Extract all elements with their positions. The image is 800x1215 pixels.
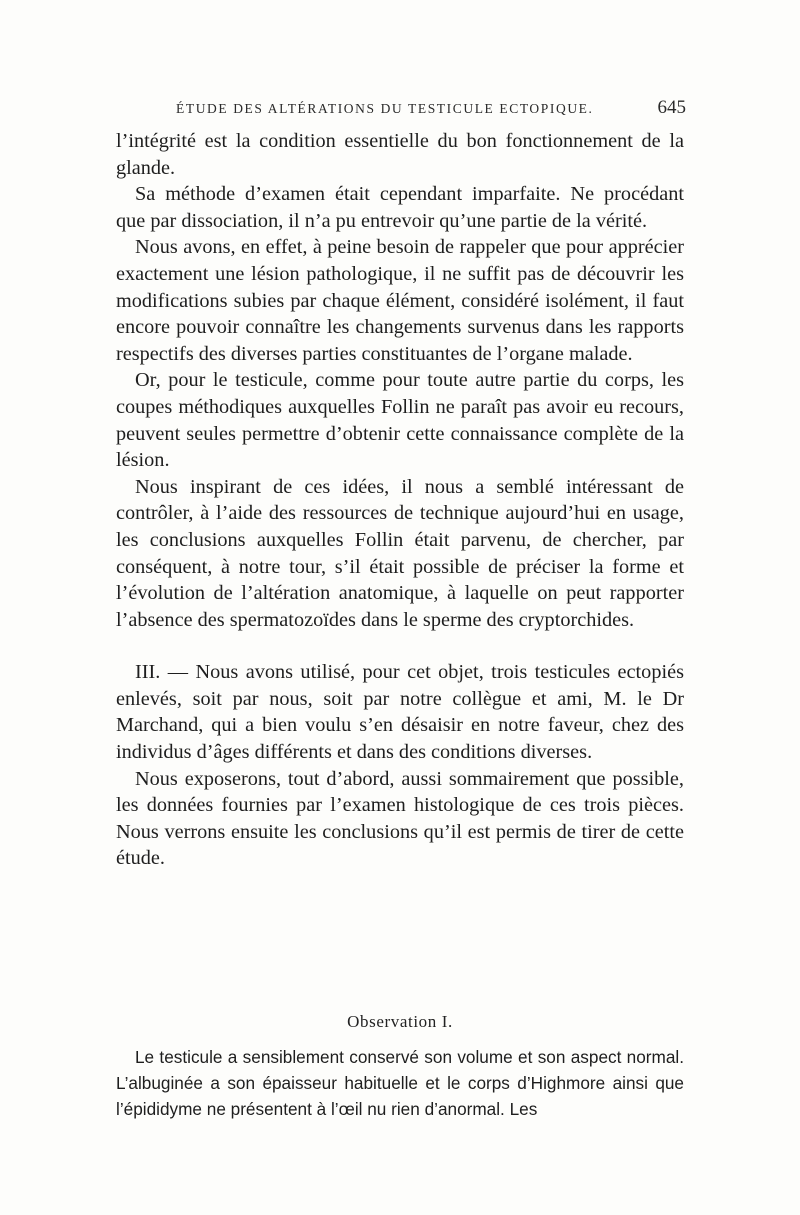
running-title: ÉTUDE DES ALTÉRATIONS DU TESTICULE ECTOPIQUE.	[176, 101, 594, 116]
paragraph-sections: Or, pour le testicule, comme pour toute autre partie du corps, les coupes méthodiques auxquelles Follin ne paraît pas avoir eu recours, peuvent seules permettre d’obtenir cette connaissance complète de la lésion.	[116, 369, 684, 472]
page-number: 645	[657, 97, 686, 118]
paragraph-ideas: Nous inspirant de ces idées, il nous a semblé intéressant de contrôler, à l’aide des ressources de technique aujourd’hui en usage, les conclusions auxquelles Follin était parvenu, de chercher, par conséquent, à notre tour, s’il était possible de préciser la forme et l’évolution de l’altération anatomique, à laquelle on peut rapporter l’absence des spermatozoïdes dans le sperme des cryptorchides.	[116, 475, 684, 631]
observation-heading: Observation I.	[347, 1012, 453, 1031]
paragraph-lesion: Nous avons, en effet, à peine besoin de rappeler que pour apprécier exactement une lésion pathologique, il ne suffit pas de découvrir les modifications subies par chaque élément, considéré isolément, il faut encore pouvoir connaître les changements survenus dans les rapports respectifs des diverses parties constituantes de l’organe malade.	[116, 236, 684, 365]
paragraph-continuation: l’intégrité est la condition essentielle du bon fonctionnement de la glande.	[116, 130, 684, 179]
paragraph-method: Sa méthode d’examen était cependant imparfaite. Ne procédant que par dissociation, il n’a pu entrevoir qu’une partie de la vérité.	[116, 183, 684, 232]
observation-paragraph: Le testicule a sensiblement conservé son volume et son aspect normal. L’albuginée a son épaisseur habituelle et le corps d’Highmore ainsi que l’épididyme ne présentent à l’œil nu rien d’anormal. Les	[116, 1047, 684, 1119]
body-text	[116, 128, 684, 872]
running-head	[116, 97, 686, 121]
paragraph-section-three: III. — Nous avons utilisé, pour cet objet, trois testicules ectopiés enlevés, soit par nous, soit par notre collègue et ami, M. le Dr Marchand, qui a bien voulu s’en désaisir en notre faveur, chez des individus d’âges différents et dans des conditions diverses.	[116, 661, 684, 764]
section-gap	[116, 633, 684, 659]
observation-text	[116, 1044, 684, 1122]
paragraph-exposition: Nous exposerons, tout d’abord, aussi sommairement que possible, les données fournies par l’examen histologique de ces trois pièces. Nous verrons ensuite les conclusions qu’il est permis de tirer de cette étude.	[116, 767, 684, 870]
